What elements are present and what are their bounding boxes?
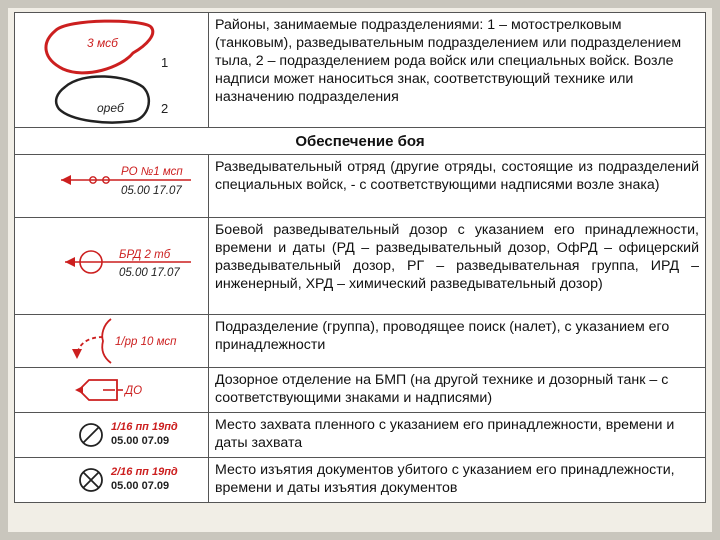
row-text: Подразделение (группа), проводящее поиск (налет), с указанием его принадлежности xyxy=(215,319,670,353)
description-cell xyxy=(209,315,706,368)
unit-area-symbol xyxy=(15,13,208,127)
area-1-number: 1 xyxy=(161,55,169,70)
patrol-squad-symbol xyxy=(15,368,208,412)
symbol-label-line2: 05.00 07.09 xyxy=(111,435,170,447)
combat-recon-patrol-symbol xyxy=(15,218,208,314)
symbol-label-line2: 05.00 17.07 xyxy=(119,267,180,279)
description-cell xyxy=(209,458,706,503)
raid-group-symbol xyxy=(15,315,208,367)
recon-detachment-symbol xyxy=(15,155,208,217)
symbol-label-line2: 05.00 07.09 xyxy=(111,480,170,492)
symbol-label-line1: 1/16 пп 19пд xyxy=(111,421,178,433)
description-cell xyxy=(209,413,706,458)
row-text: Место изъятия документов убитого с указанием его принадлежности, времени и даты изъятия документов xyxy=(215,462,675,496)
row-text: Место захвата пленного с указанием его принадлежности, времени и даты захвата xyxy=(215,417,675,451)
document-seizure-symbol xyxy=(15,458,208,502)
description-cell xyxy=(209,155,706,218)
symbol-label-line1: ДО xyxy=(125,385,143,397)
table-row xyxy=(15,315,706,368)
prisoner-capture-symbol xyxy=(15,413,208,457)
table-row xyxy=(15,155,706,218)
symbol-label-line2: 05.00 17.07 xyxy=(121,185,182,197)
area-2-number: 2 xyxy=(161,101,169,116)
legend-table xyxy=(14,12,706,503)
symbol-cell xyxy=(15,458,209,503)
symbol-cell xyxy=(15,155,209,218)
symbol-label-line1: РО №1 мсп xyxy=(121,166,183,178)
table-row xyxy=(15,13,706,128)
row-text: Районы, занимаемые подразделениями: 1 – мотострелковым (танковым), разведывательным подразделением или подразделением тыла, 2 – подразделением рода войск или специальных войск. Возле надписи может наноситься знак, соответствующий технике или назначению подразделения xyxy=(215,17,682,105)
row-text: Дозорное отделение на БМП (на другой технике и дозорный танк – с соответствующими знаками и надписями) xyxy=(215,372,669,406)
row-text: Разведывательный отряд (другие отряды, состоящие из подразделений специальных войск, - с соответствующими надписями возле знака) xyxy=(215,159,699,193)
table-row xyxy=(15,128,706,155)
section-title: Обеспечение боя xyxy=(15,128,706,155)
symbol-label-line1: 2/16 пп 19пд xyxy=(111,466,178,478)
description-cell xyxy=(209,13,706,128)
symbol-cell xyxy=(15,13,209,128)
table-row xyxy=(15,218,706,315)
row-text: Боевой разведывательный дозор с указанием его принадлежности, времени и даты (РД – разведывательный дозор, ОфРД – офицерский разведывательный дозор, РГ – разведывательная группа, ИРД – инженерный, ХРД – химический разведывательный дозор) xyxy=(215,222,699,292)
description-cell xyxy=(209,218,706,315)
table-row xyxy=(15,368,706,413)
symbol-cell xyxy=(15,315,209,368)
area-1-label: 3 мсб xyxy=(87,36,118,50)
table-row xyxy=(15,458,706,503)
description-cell xyxy=(209,368,706,413)
symbol-label-line1: 1/рр 10 мсп xyxy=(115,336,177,348)
symbol-label-line1: БРД 2 тб xyxy=(119,249,171,261)
table-row xyxy=(15,413,706,458)
symbol-cell xyxy=(15,368,209,413)
symbol-cell xyxy=(15,413,209,458)
area-2-label: ореб xyxy=(97,101,124,115)
symbol-cell xyxy=(15,218,209,315)
